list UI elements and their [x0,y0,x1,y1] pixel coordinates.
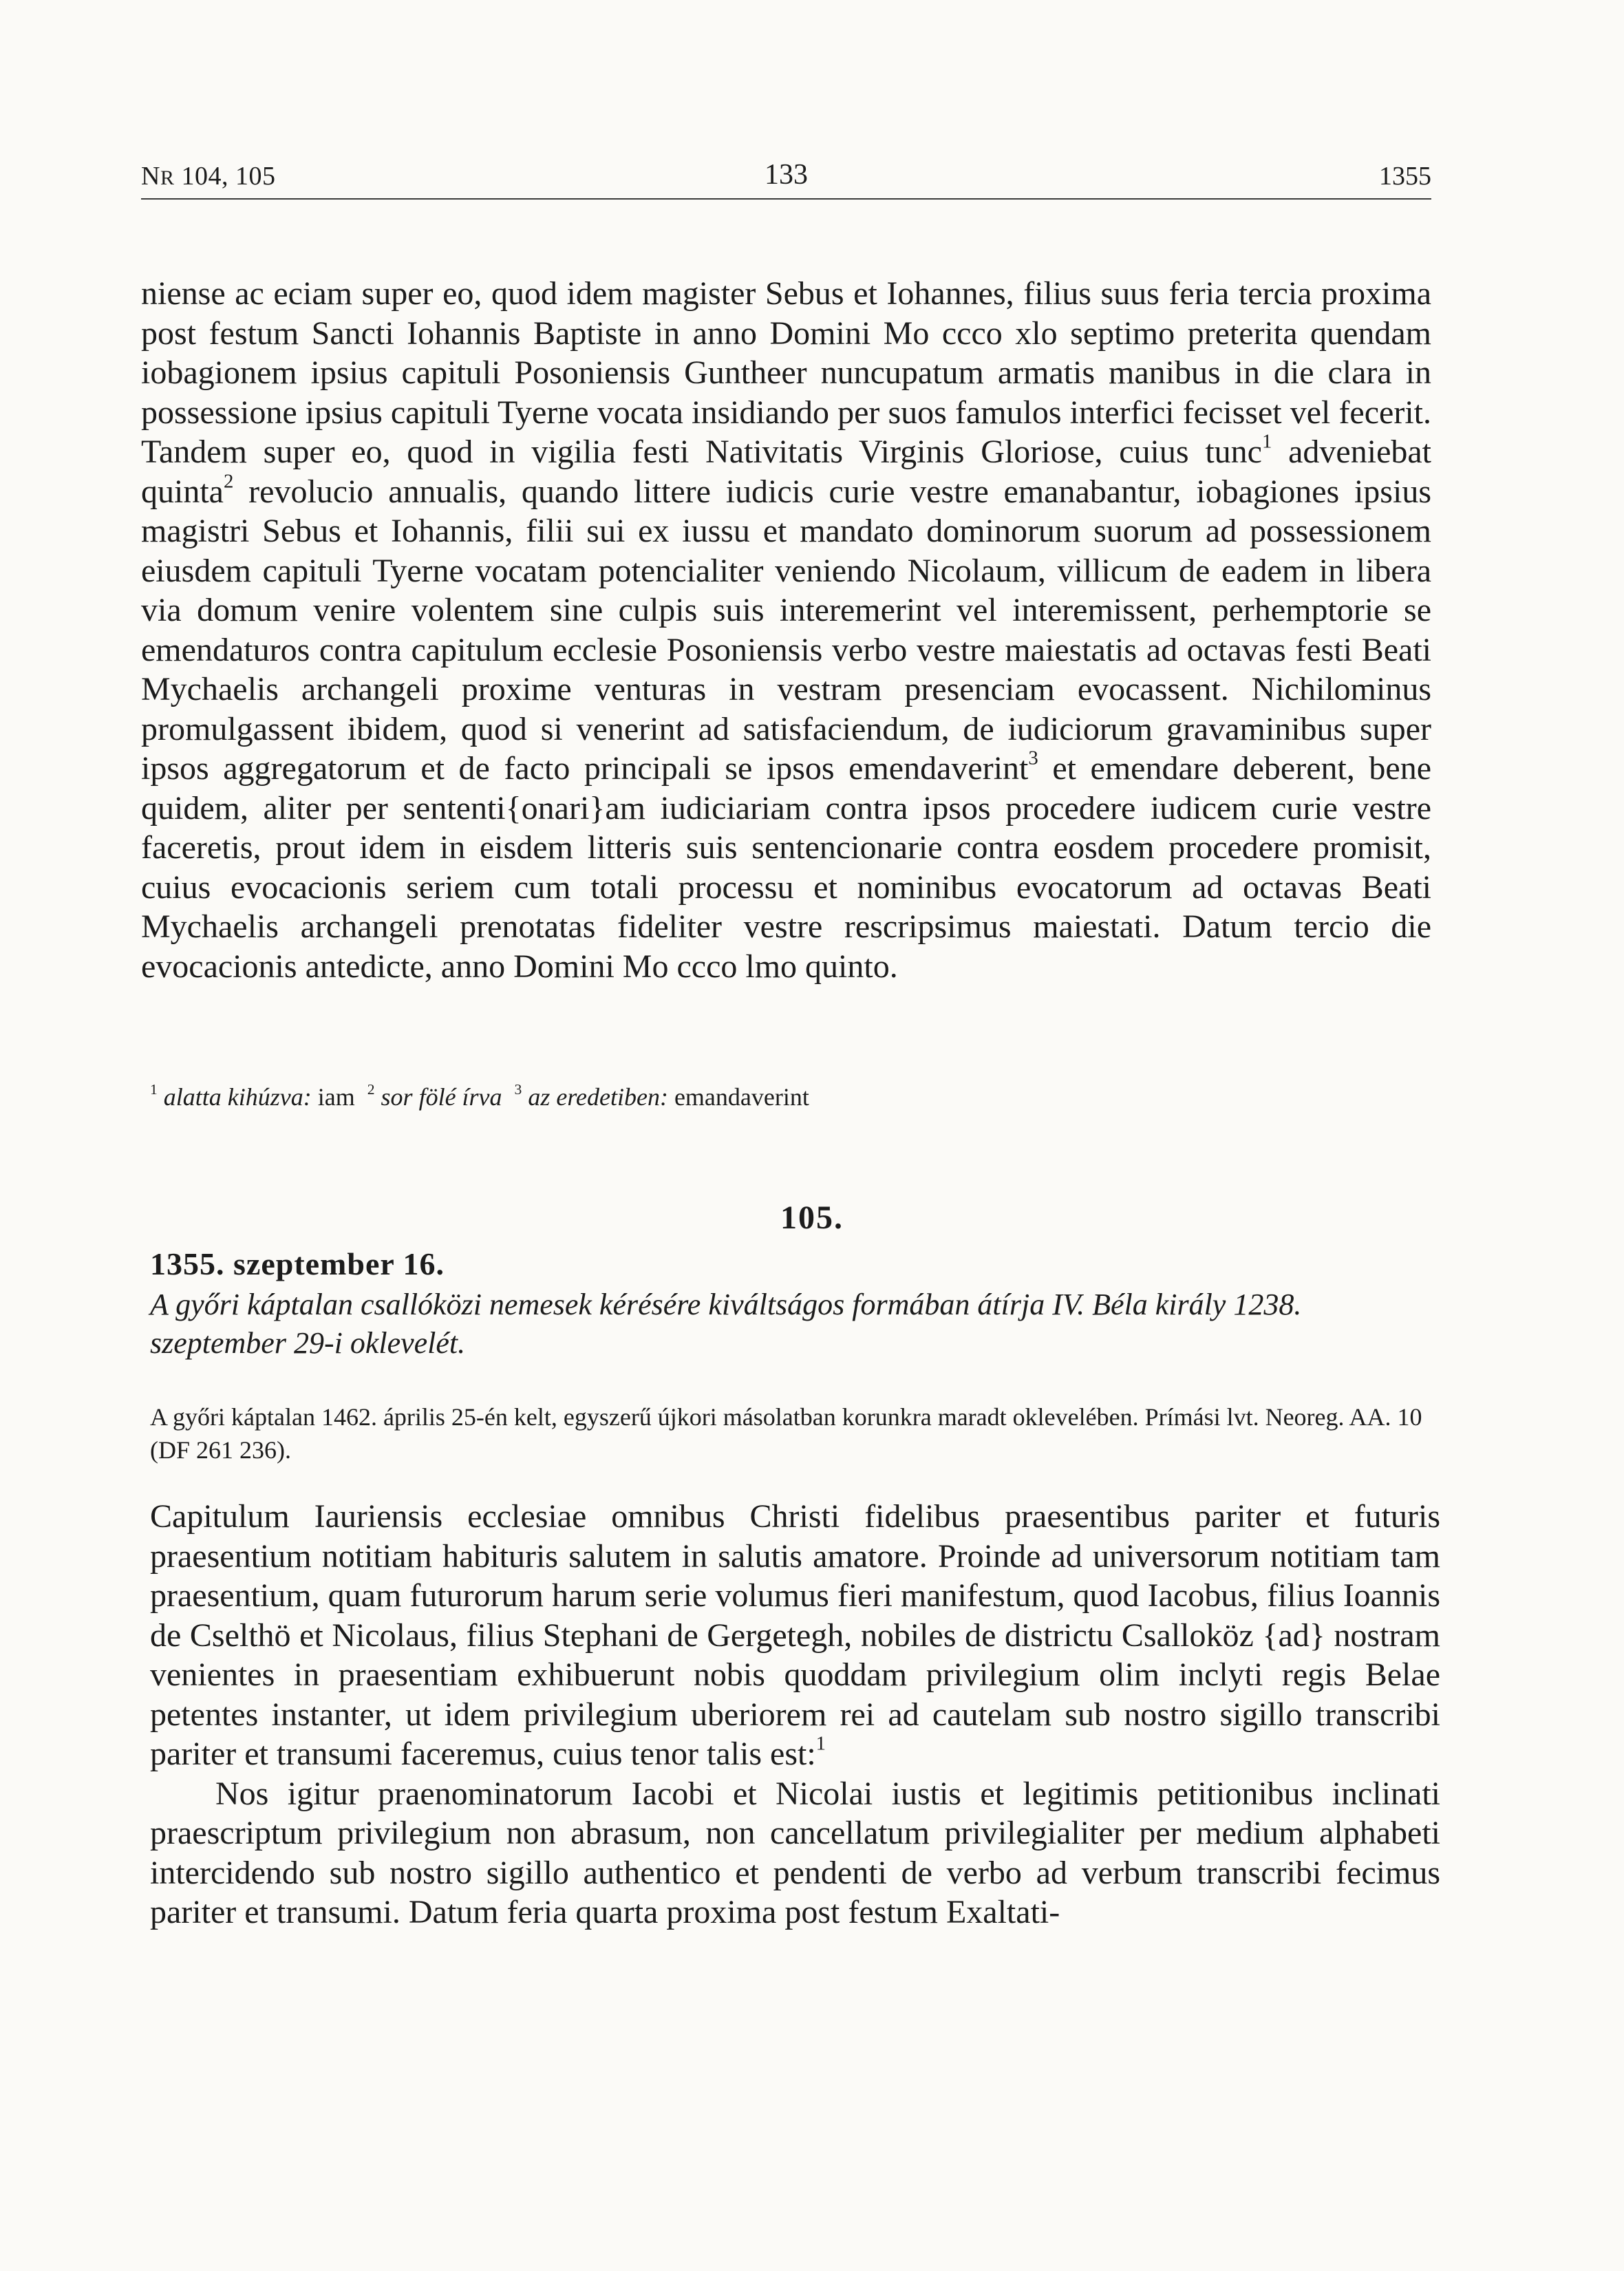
document-date: 1355. szeptember 16. [150,1246,445,1281]
document-105-text [150,1497,1440,1932]
document-source-note: A győri káptalan 1462. április 25-én kelt, egyszerű újkori másolatban korunkra maradt oklevelében. Prímási lvt. Neoreg. AA. 10 (DF 261 236). [150,1403,1422,1464]
footnote-item: $^2$ sor fölé írva [367,1080,502,1111]
footnote-ref: 1 [1261,430,1272,453]
document-104-continuation: niense ac eciam super eo, quod idem magister Sebus et Iohannes, filius suus feria tercia proxima post festum Sancti Iohannis Baptiste in anno Domini Mo ccco xlo septimo preterita quendam iobagionem ipsius capituli Posoniensis Guntheer nuncupatum armatis manibus in die clara in possessione ipsius capituli Tyerne vocata insidiando per suos famulos interfici fecisset vel fecerit. Tandem super eo, quod in vigilia festi Nativitatis Virginis Gloriose, cuius tunc$^1$ adveniebat quinta$^2$ revolucio annualis, quando littere iudicis curie vestre emanabantur, iobagiones ipsius magistri Sebus et Iohannis, filii sui ex iussu et mandato dominorum suorum ad possessionem eiusdem capituli Tyerne vocatam potencialiter veniendo Nicolaum, villicum de eadem in libera via domum venire volentem sine culpis suis interemerint vel interemissent, perhemptorie se emendaturos contra capitulum ecclesie Posoniensis verbo vestre maiestatis ad octavas festi Beati Mychaelis archangeli proxime venturas in vestram presenciam evocassent. Nichilominus promulgassent ibidem, quod si venerint ad satisfaciendum, de iudiciorum gravaminibus super ipsos aggregatorum et de facto principali se ipsos emendaverint$^3$ et emendare deberent, bene quidem, aliter per sententi{onari}am iudiciariam contra ipsos procedere iudicem curie vestre faceretis, prout idem in eisdem litteris suis sentencionarie contra eosdem procedere promisit, cuius evocacionis seriem cum totali processu et nominibus evocatorum ad octavas Beati Mychaelis archangeli prenotatas fideliter vestre rescripsimus maiestati. Datum tercio die evocacionis antedicte, anno Domini Mo ccco lmo quinto. [141,275,1432,985]
footnote-item: $^3$ az eredetiben: emandaverint [514,1080,809,1111]
footnotes [150,1080,1430,1113]
document-regest: A győri káptalan csallóközi nemesek kérésére kiváltságos formában átírja IV. Béla király 1238. szeptember 29-i oklevelét. [150,1288,1302,1360]
paragraph: Nos igitur praenominatorum Iacobi et Nicolai iustis et legitimis petitionibus inclinati praescriptum privilegium non abrasum, non cancellatum privilegialiter per medium alphabeti intercidendo sub nostro sigillo authentico et pendenti de verbo ad verbum transcribi fecimus pariter et transumi. Datum feria quarta proxima post festum Exaltati- [150,1775,1440,1930]
footnote-ref: 3 [1028,747,1038,769]
footnote-ref: 2 [223,469,234,492]
document-number: 105. [780,1200,844,1236]
paragraph: Capitulum Iauriensis ecclesiae omnibus Christi fidelibus praesentibus pariter et futuris praesentium notitiam habituris salutem in salutis amatore. Proinde ad universorum notitiam tam praesentium, quam futurorum harum serie volumus fieri manifestum, quod Iacobus, filius Ioannis de Cselthö et Nicolaus, filius Stephani de Gergetegh, nobiles de districtu Csalloköz {ad} nostram venientes in praesentiam exhibuerunt nobis quoddam privilegium olim inclyti regis Belae petentes instanter, ut idem privilegium uberiorem rei ad cautelam sub nostro sigillo transcribi pariter et transumi faceremus, cuius tenor talis est:$^1$ [150,1498,1440,1772]
footnote-item: $^1$ alatta kihúzva: iam [150,1080,355,1111]
running-header [141,150,1431,200]
footnote-ref: 1 [815,1732,826,1755]
header-document-numbers: NR 104, 105 [141,162,276,191]
header-year: 1355 [1379,162,1431,191]
header-page-number: 133 [765,159,808,191]
